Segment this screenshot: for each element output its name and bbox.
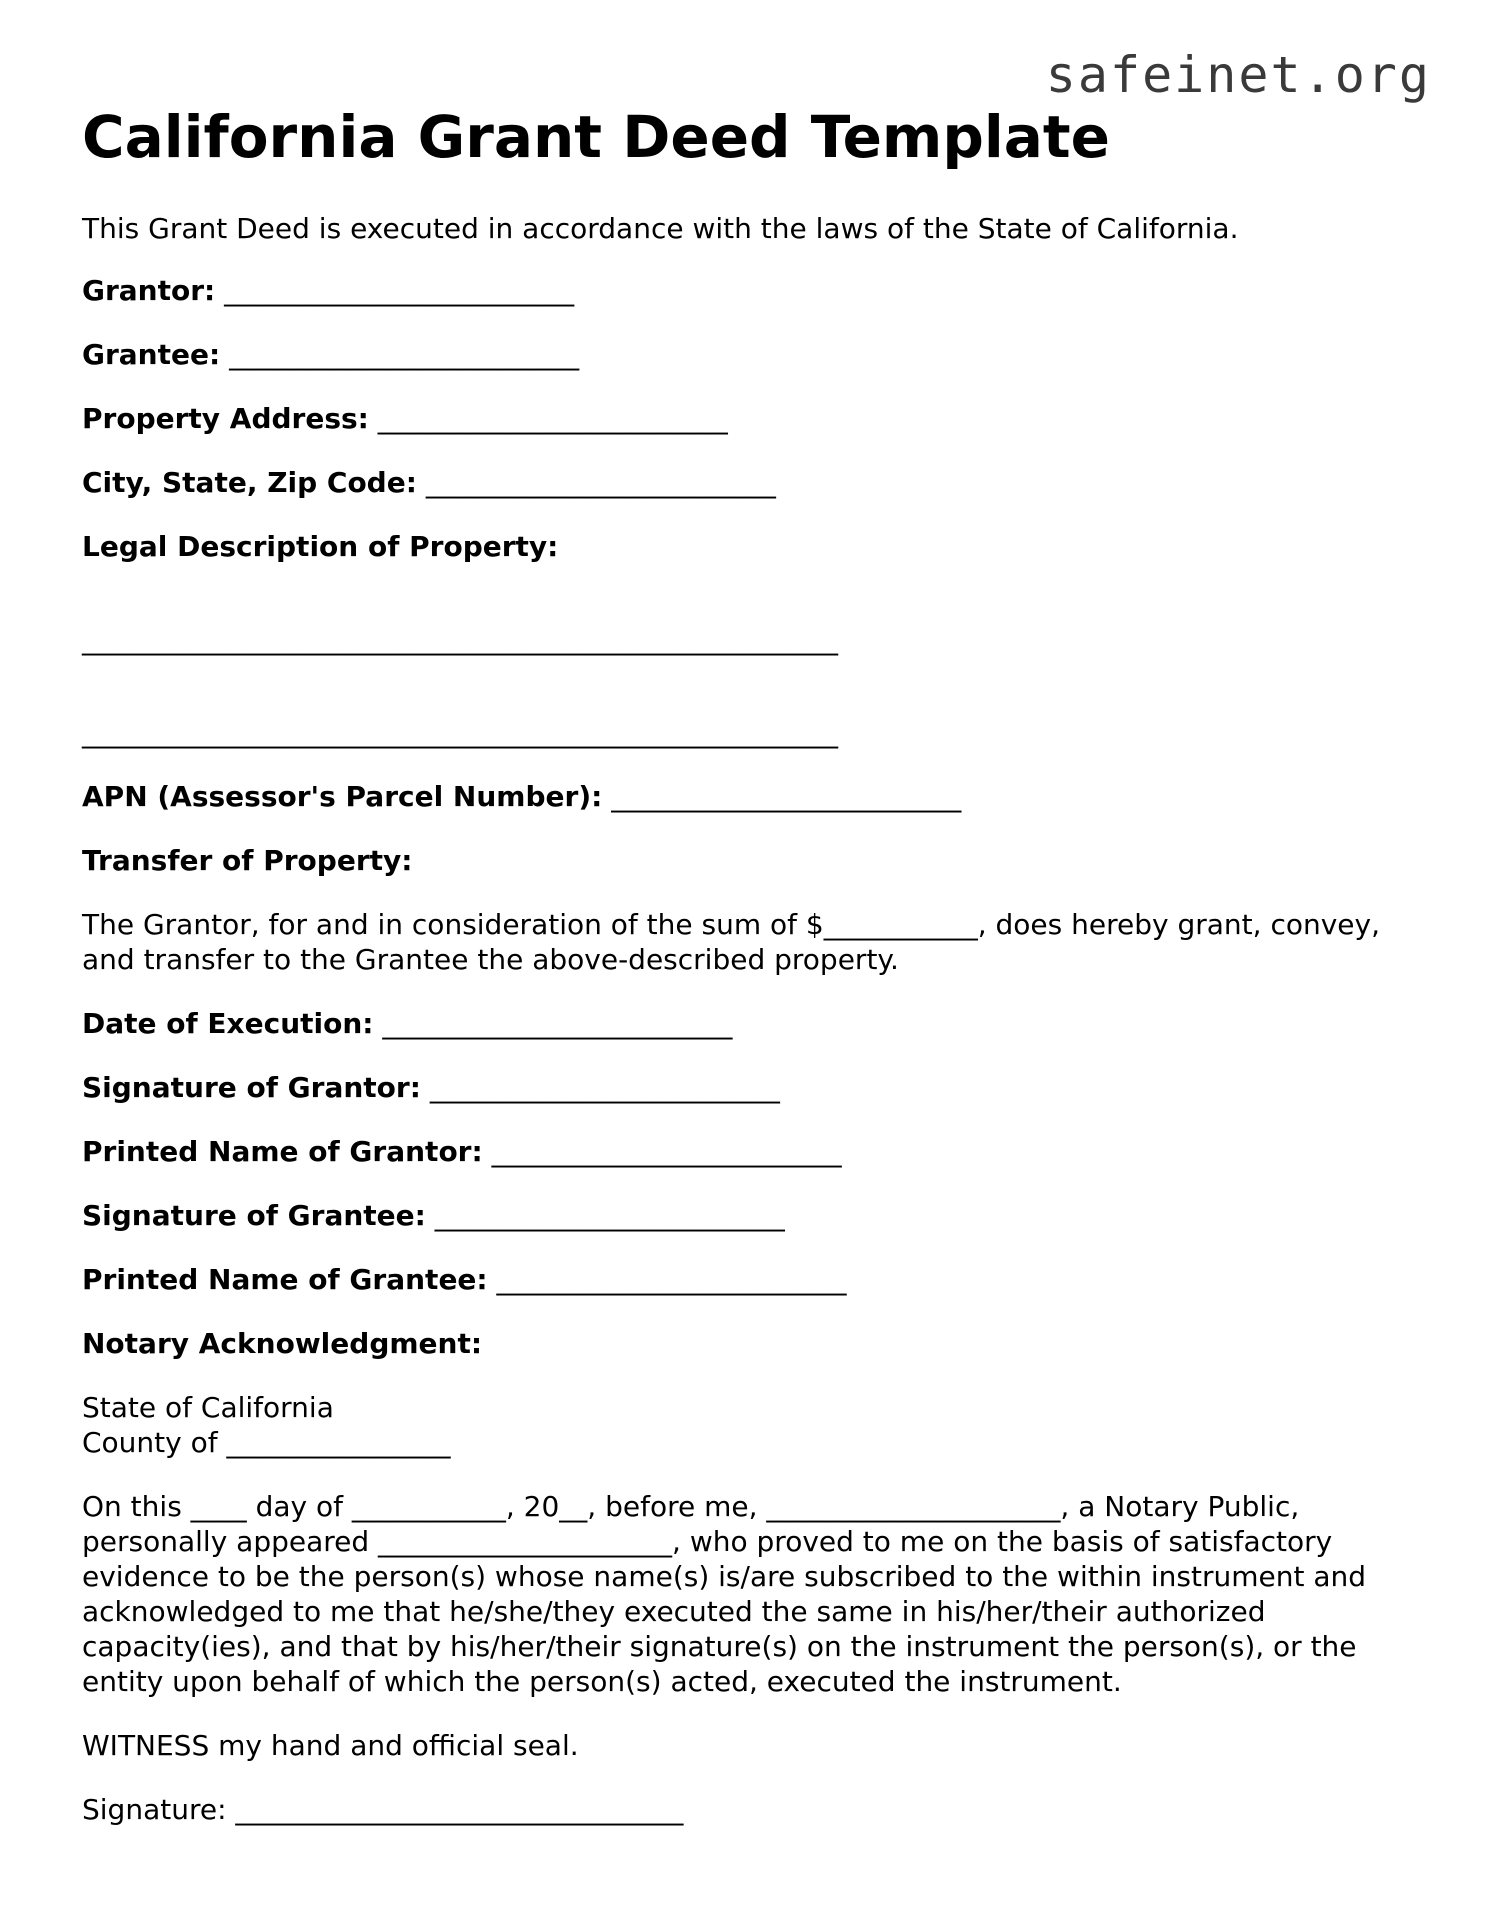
watermark: safeinet.org	[1045, 46, 1431, 104]
printed-name-grantor-blank[interactable]: _________________________	[491, 1134, 842, 1168]
apn-blank[interactable]: _________________________	[611, 779, 962, 813]
printed-name-grantee-field[interactable]	[82, 1262, 1422, 1297]
signature-grantor-label: Signature of Grantor:	[82, 1070, 421, 1104]
transfer-heading	[82, 843, 1422, 878]
document-page	[82, 104, 1422, 1856]
legal-description-line-1[interactable]: ______________________________________________________	[82, 622, 838, 656]
legal-description-line-2[interactable]: ______________________________________________________	[82, 715, 838, 749]
property-address-label: Property Address:	[82, 401, 369, 435]
page-title: California Grant Deed Template	[82, 103, 1110, 171]
intro-text: This Grant Deed is executed in accordance with the laws of the State of California.	[82, 211, 1239, 245]
signature-grantor-blank[interactable]: _________________________	[429, 1070, 780, 1104]
grantee-field[interactable]	[82, 337, 1422, 372]
grantee-blank[interactable]: _________________________	[229, 337, 580, 371]
city-state-zip-blank[interactable]: _________________________	[425, 465, 776, 499]
printed-name-grantor-field[interactable]	[82, 1134, 1422, 1169]
notary-witness: WITNESS my hand and official seal.	[82, 1728, 579, 1762]
legal-description-label: Legal Description of Property:	[82, 529, 559, 563]
city-state-zip-field[interactable]	[82, 465, 1422, 500]
property-address-field[interactable]	[82, 401, 1422, 436]
notary-state: State of California	[82, 1390, 334, 1424]
signature-grantee-label: Signature of Grantee:	[82, 1198, 426, 1232]
grantor-label: Grantor:	[82, 273, 216, 307]
notary-county[interactable]: County of ________________	[82, 1425, 451, 1459]
grantor-field[interactable]	[82, 273, 1422, 308]
printed-name-grantor-label: Printed Name of Grantor:	[82, 1134, 483, 1168]
notary-venue	[82, 1390, 1422, 1460]
notary-body: On this ____ day of ___________, 20__, before me, _____________________, a Notary Public, personally appeared _____________________, who proved to me on the basis of satisfactory evidence to be the person(s) whose name(s) is/are subscribed to the within instrument and acknowledged to me that he/she/they executed the same in his/her/their authorized capacity(ies), and that by his/her/their signature(s) on the instrument the person(s), or the entity upon behalf of which the person(s) acted, executed the instrument.	[82, 1489, 1367, 1698]
notary-signature[interactable]: Signature: ________________________________	[82, 1792, 684, 1826]
transfer-text: The Grantor, for and in consideration of the sum of $___________, does hereby grant, convey, and transfer to the Grantee the above-described property.	[82, 907, 1380, 976]
legal-description-heading	[82, 529, 1422, 564]
grantee-label: Grantee:	[82, 337, 221, 371]
signature-grantee-field[interactable]	[82, 1198, 1422, 1233]
signature-grantee-blank[interactable]: _________________________	[434, 1198, 785, 1232]
transfer-label: Transfer of Property:	[82, 843, 413, 877]
signature-grantor-field[interactable]	[82, 1070, 1422, 1105]
date-of-execution-field[interactable]	[82, 1006, 1422, 1041]
notary-label: Notary Acknowledgment:	[82, 1326, 483, 1360]
grantor-blank[interactable]: _________________________	[224, 273, 575, 307]
printed-name-grantee-label: Printed Name of Grantee:	[82, 1262, 488, 1296]
date-of-execution-label: Date of Execution:	[82, 1006, 374, 1040]
notary-heading	[82, 1326, 1422, 1361]
printed-name-grantee-blank[interactable]: _________________________	[496, 1262, 847, 1296]
apn-field[interactable]	[82, 779, 1422, 814]
date-of-execution-blank[interactable]: _________________________	[382, 1006, 733, 1040]
city-state-zip-label: City, State, Zip Code:	[82, 465, 417, 499]
property-address-blank[interactable]: _________________________	[377, 401, 728, 435]
apn-label: APN (Assessor's Parcel Number):	[82, 779, 603, 813]
